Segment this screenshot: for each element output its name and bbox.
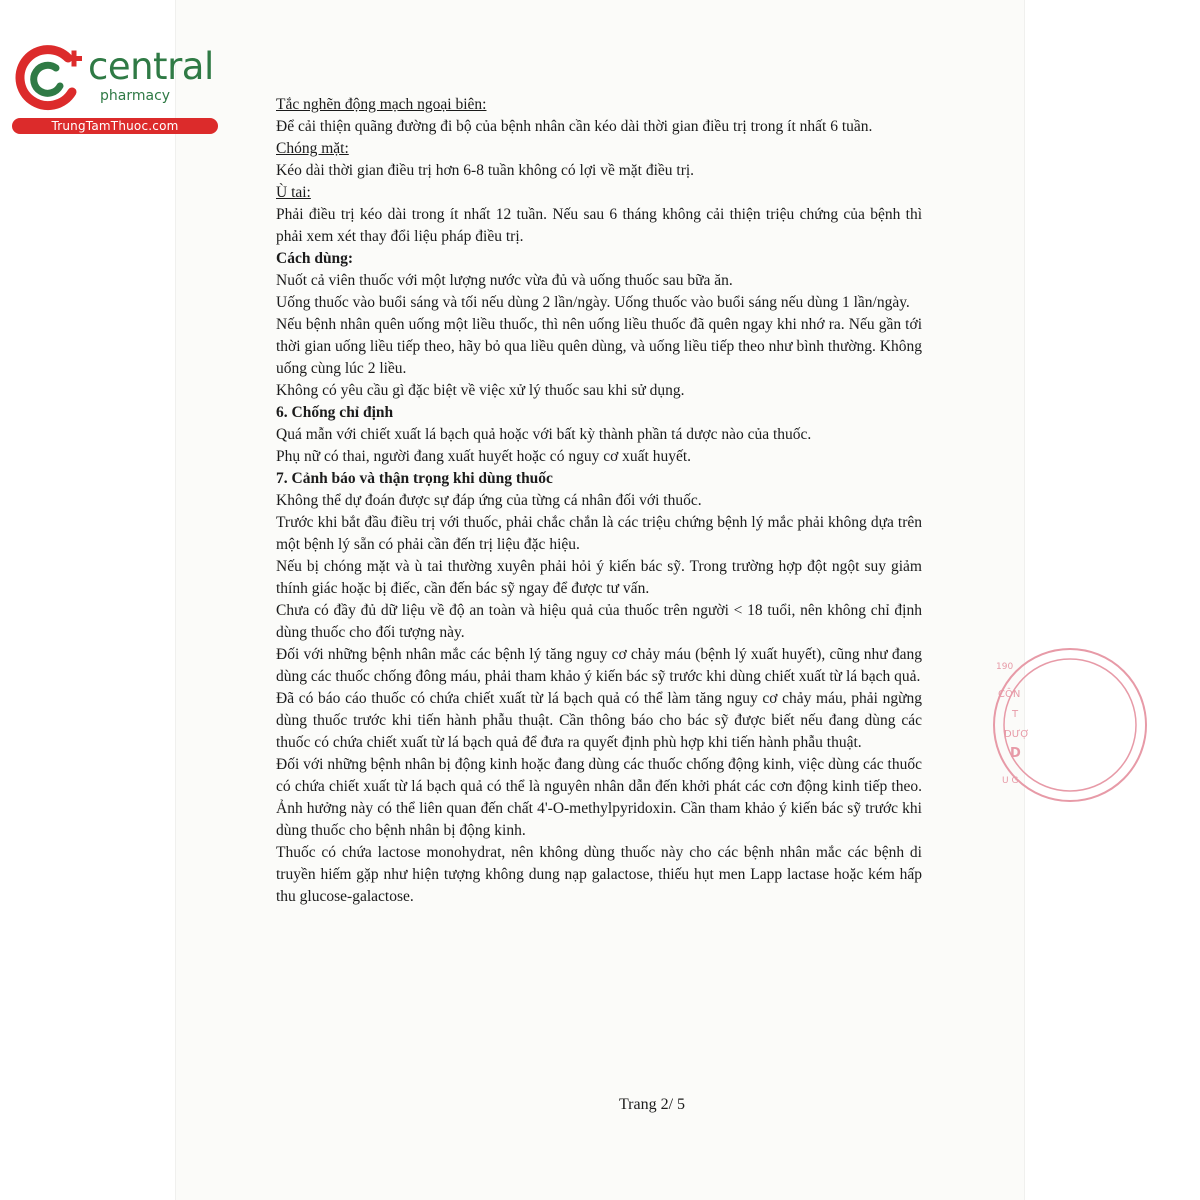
logo-website-banner: TrungTamThuoc.com <box>12 118 218 134</box>
paragraph: Nếu bị chóng mặt và ù tai thường xuyên phải hỏi ý kiến bác sỹ. Trong trường hợp đột ngột suy giảm thính giác hoặc bị điếc, cần đến bác sỹ ngay để được tư vấn. <box>276 558 922 597</box>
paragraph: Thuốc có chứa lactose monohydrat, nên không dùng thuốc này cho các bệnh nhân mắc các bệnh di truyền hiếm gặp như hiện tượng không dung nạp galactose, thiếu hụt men Lapp lactase hoặc kém hấp thu glucose-galactose. <box>276 844 922 905</box>
svg-text:190: 190 <box>996 662 1014 672</box>
central-pharmacy-logo <box>10 38 220 138</box>
paragraph: Quá mẫn với chiết xuất lá bạch quả hoặc với bất kỳ thành phần tá dược nào của thuốc. <box>276 426 812 443</box>
paragraph: Phụ nữ có thai, người đang xuất huyết hoặc có nguy cơ xuất huyết. <box>276 448 692 465</box>
section-title-tinnitus: Ù tai: <box>276 184 311 201</box>
section-heading-warnings: 7. Cảnh báo và thận trọng khi dùng thuốc <box>276 470 553 487</box>
logo-name: central <box>88 45 214 88</box>
paragraph: Uống thuốc vào buổi sáng và tối nếu dùng 2 lần/ngày. Uống thuốc vào buổi sáng nếu dùng 1 lần/ngày. <box>276 294 910 311</box>
paragraph: Để cải thiện quãng đường đi bộ của bệnh nhân cần kéo dài thời gian điều trị trong ít nhất 6 tuần. <box>276 118 873 135</box>
svg-text:U G: U G <box>1002 776 1019 786</box>
logo-subtitle: pharmacy <box>100 88 171 104</box>
page-number: Trang 2/ 5 <box>618 1096 686 1113</box>
paragraph: Đối với những bệnh nhân bị động kinh hoặc đang dùng các thuốc chống động kinh, việc dùng các thuốc có chứa chiết xuất từ lá bạch quả có thể là nguyên nhân dẫn đến khởi phát các cơn động kinh tiếp theo. Ảnh hưởng này có thể liên quan đến chất 4'-O-methylpyridoxin. Cần tham khảo ý kiến bác sỹ trước khi dùng thuốc cho bệnh nhân bị động kinh. <box>276 756 922 839</box>
paragraph: Nuốt cả viên thuốc với một lượng nước vừa đủ và uống thuốc sau bữa ăn. <box>276 272 733 289</box>
paragraph: Nếu bệnh nhân quên uống một liều thuốc, thì nên uống liều thuốc đã quên ngay khi nhớ ra. Nếu gần tới thời gian uống liều tiếp theo, hãy bỏ qua liều quên dùng, và uống liều tiếp theo như bình thường. Không uống cùng lúc 2 liều. <box>276 316 922 377</box>
paragraph: Đã có báo cáo thuốc có chứa chiết xuất từ lá bạch quả có thể làm tăng nguy cơ chảy máu, phải ngừng dùng thuốc trước khi tiến hành phẫu thuật. Cần thông báo cho bác sỹ được biết nếu đang dùng các thuốc có chứa chiết xuất từ lá bạch quả để đưa ra quyết định phù hợp khi tiến hành phẫu thuật. <box>276 690 922 751</box>
svg-text:T: T <box>1012 709 1019 720</box>
paragraph: Trước khi bắt đầu điều trị với thuốc, phải chắc chắn là các triệu chứng bệnh lý mắc phải không dựa trên một bệnh lý sẵn có phải cần đến trị liệu đặc hiệu. <box>276 514 922 553</box>
paragraph: Kéo dài thời gian điều trị hơn 6-8 tuần không có lợi về mặt điều trị. <box>276 162 695 179</box>
red-stamp-icon <box>986 645 1030 805</box>
section-title-dizziness: Chóng mặt: <box>276 140 349 157</box>
svg-text:CÔN: CÔN <box>998 689 1021 700</box>
paragraph: Không có yêu cầu gì đặc biệt về việc xử lý thuốc sau khi sử dụng. <box>276 382 685 399</box>
paragraph: Đối với những bệnh nhân mắc các bệnh lý tăng nguy cơ chảy máu (bệnh lý xuất huyết), cũng như đang dùng các thuốc chống đông máu, phải tham khảo ý kiến bác sỹ trước khi dùng chiết xuất từ lá bạch quả. <box>276 646 922 685</box>
paragraph: Chưa có đầy đủ dữ liệu về độ an toàn và hiệu quả của thuốc trên người < 18 tuổi, nên không chỉ định dùng thuốc cho đối tượng này. <box>276 602 922 641</box>
svg-text:DƯỢ: DƯỢ <box>1004 729 1030 740</box>
section-title-peripheral-artery: Tắc nghẽn động mạch ngoại biên: <box>276 96 487 113</box>
paragraph: Không thể dự đoán được sự đáp ứng của từng cá nhân đối với thuốc. <box>276 492 702 509</box>
document-body <box>276 94 922 908</box>
section-title-usage: Cách dùng: <box>276 250 354 267</box>
svg-text:D: D <box>1010 746 1021 761</box>
section-heading-contraindications: 6. Chống chỉ định <box>276 404 394 421</box>
paragraph: Phải điều trị kéo dài trong ít nhất 12 tuần. Nếu sau 6 tháng không cải thiện triệu chứng của bệnh thì phải xem xét thay đổi liệu pháp điều trị. <box>276 206 922 245</box>
pharmacy-cross-logo-icon <box>10 38 90 118</box>
